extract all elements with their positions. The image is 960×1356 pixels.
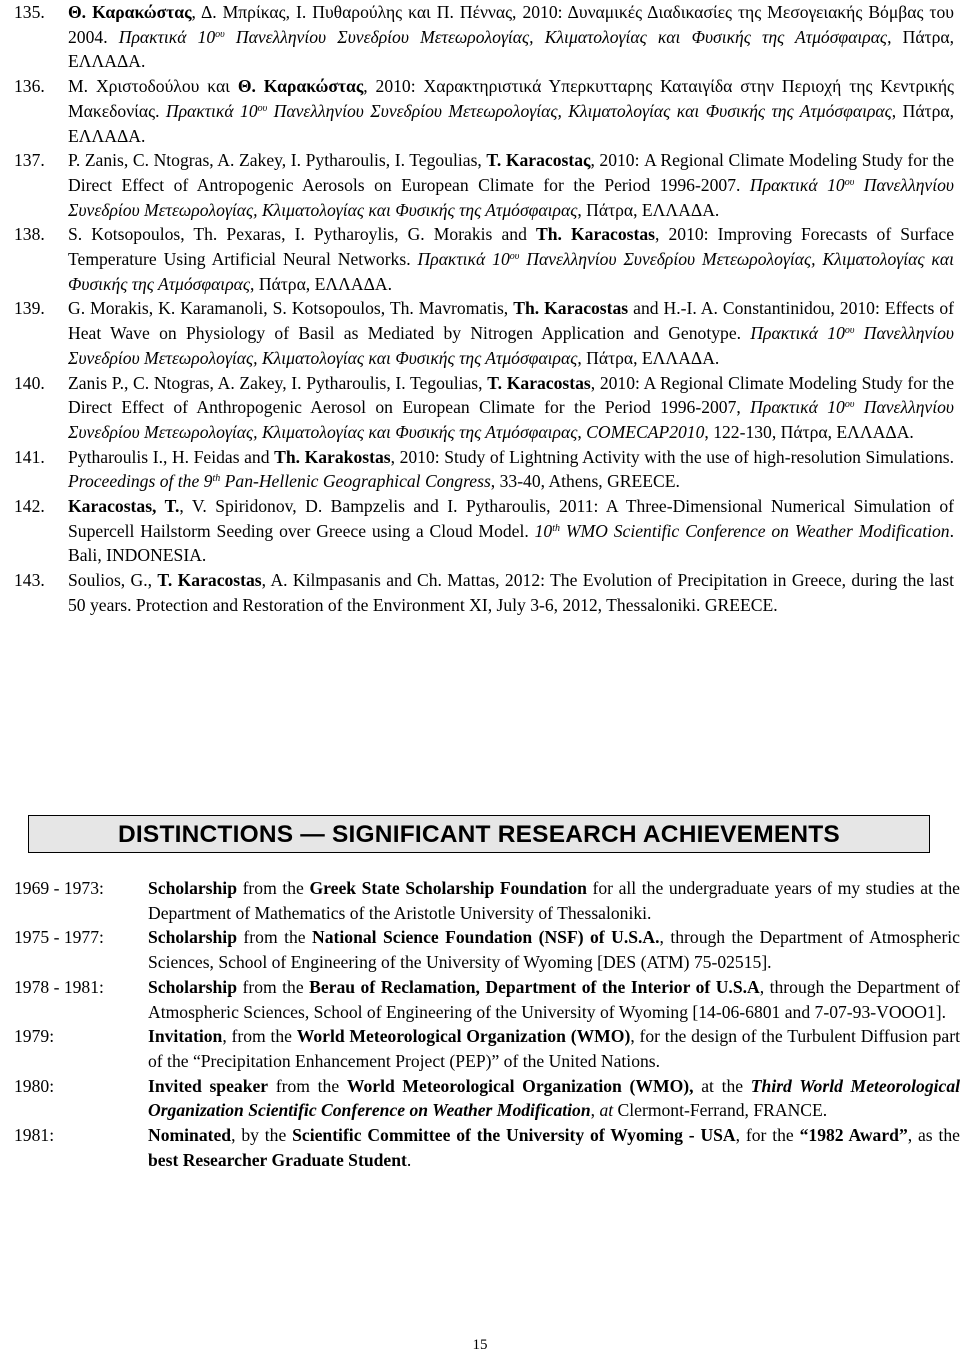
publication-number: 143. [14,570,45,591]
text-run: , for the design of the Turbulent Diffusion part of the “Precipitation Enhancement Project (PEP)” of the United Nations. [148,1026,960,1071]
text-run: , 2010: Improving Forecasts of Surface Temperature Using Artificial Neural Networks. [68,224,954,270]
text-run: COMECAP2010 [586,421,705,442]
distinction-description [148,977,960,1022]
text-run: ου [215,28,225,40]
text-run: for all the undergraduate years of my studies at the Department of Mathematics of the Aristotle University of Thessaloniki. [148,878,960,923]
publication-number: 139. [14,298,45,319]
distinctions-list [14,876,960,1172]
text-run: Karacostas, T. [68,496,180,517]
text-run: and H.-I. A. Constantinidou, 2010: Effects of Heat Wave on Physiology of Basil as Mediated by Nitrogen Application and Genotype. [68,298,954,344]
text-run: from the [268,1075,347,1096]
publication-entry [14,148,954,222]
distinction-years: 1975 - 1977: [14,927,104,948]
text-run: Πανελληνίου Συνεδρίου Μετεωρολογίας, Κλιματολογίας και Φυσικής της Ατμόσφαιρας [224,26,888,47]
text-run: th [552,522,560,534]
text-run: , 2010: A Regional Climate Modeling Study for the Direct Effect of Antropogenic Aerosols on European Climate for the Period 1996-2007. [68,150,954,195]
text-run: T. Karacostas [157,570,262,591]
distinction-entry [14,876,960,925]
text-run: . [406,1149,412,1170]
distinction-description [148,927,960,972]
text-run: ου [844,325,855,337]
text-run: , A. Kilmpasanis and Ch. Mattas, 2012: The Evolution of Precipitation in Greece, during the last 50 years. Protection and Restoration of the Environment XI, July 3-6, 2012, Thessaloniki. GREECE. [68,570,954,615]
distinction-description [148,1125,960,1170]
text-run: Πρακτικά 10 [118,26,216,47]
text-run: , from the [222,1026,297,1047]
text-run: Nominated [148,1125,232,1146]
text-run: Pytharoulis I., H. Feidas and [68,446,275,467]
publication-citation [68,298,954,367]
publication-number: 135. [14,2,45,22]
text-run: , Πάτρα, ΕΛΛΑΔΑ. [577,347,720,368]
publication-entry [14,371,954,445]
publication-citation [68,570,954,615]
text-run: , through the Department of Atmospheric Sciences, School of Engineering of the University of Wyoming [14-06-6801 and 7-07-93-VOOO1]. [148,976,960,1022]
text-run: Greek State Scholarship Foundation [309,878,587,898]
text-run: , 33-40, Athens, GREECE. [490,471,680,492]
section-heading-banner [28,815,930,853]
text-run: T. Karacostaς [486,150,591,171]
publication-entry [14,296,954,370]
distinction-entry [14,925,960,974]
text-run: Scholarship [148,927,237,948]
distinction-years: 1978 - 1981: [14,976,104,997]
publication-citation [68,76,954,145]
distinction-years: 1979: [14,1026,55,1047]
text-run: ου [844,176,855,188]
text-run: Th. Karakostas [274,446,391,467]
text-run: Πανελληνίου Συνεδρίου Μετεωρολογίας, Κλιματολογίας και Φυσικής της Ατμόσφαιρας [267,100,892,121]
publication-number: 138. [14,224,45,245]
text-run: , Πάτρα, ΕΛΛΑΔΑ. [68,26,955,72]
text-run: Invitation [148,1026,223,1047]
text-run: Θ. Καρακώστας [237,76,364,97]
text-run: , [590,1100,600,1121]
publication-citation [68,150,954,219]
text-run: , by the [231,1125,293,1146]
distinction-years: 1969 - 1973: [14,878,104,898]
text-run: “1982 Award” [799,1125,908,1146]
text-run: ου [257,102,268,114]
text-run: Πανελληνίου Συνεδρίου Μετεωρολογίας, Κλιματολογίας και Φυσικής της Ατμόσφαιρας [68,174,954,220]
text-run: G. Morakis, K. Karamanoli, S. Kotsopoulos, Th. Mavromatis, [68,298,514,319]
text-run: , Δ. Μπρίκας, Ι. Πυθαρούλης και Π. Πέννας, 2010: Δυναμικές Διαδικασίες της Μεσογειακής Βόμβας του 2004. [68,2,954,47]
publication-list [14,0,954,618]
text-run: Πρακτικά 10 [750,397,845,418]
publication-entry [14,74,954,148]
publication-entry [14,568,954,617]
text-run: at [599,1100,614,1121]
publication-citation [68,447,954,492]
text-run: Invited speaker [148,1075,269,1096]
text-run: , 122-130, Πάτρα, ΕΛΛΑΔΑ. [704,421,914,442]
publication-number: 141. [14,446,45,467]
publication-entry [14,0,954,74]
text-run: Soulios, G., [68,570,158,591]
text-run: Proceedings of the 9 [68,471,213,492]
publication-number: 136. [14,76,45,97]
text-run: Πρακτικά 10 [750,323,845,344]
text-run: WMO Scientific Conference on Weather Modification [560,520,950,541]
publication-citation [68,496,954,565]
text-run: Μ. Χριστοδούλου και [68,76,238,97]
text-run: Clermont-Ferrand, FRANCE. [613,1100,828,1121]
text-run: ου [509,251,520,263]
distinction-description [148,878,960,923]
distinction-years: 1981: [14,1125,55,1146]
text-run: , [577,421,587,442]
text-run: World Meteorological Organization (WMO) [296,1026,631,1047]
text-run: , through the Department of Atmospheric Sciences, School of Engineering of the University of Wyoming [DES (ATM) 75-02515]. [148,927,960,973]
text-run: Πανελληνίου Συνεδρίου Μετεωρολογίας, Κλιματολογίας και Φυσικής της Ατμόσφαιρας [68,397,955,442]
publication-number: 142. [14,496,45,517]
text-run: Θ. Καρακώστας [68,2,192,22]
publication-entry [14,222,954,296]
text-run: at the [693,1075,751,1096]
text-run: Pan-Hellenic Geographical Congress [220,471,491,492]
text-run: Scholarship [148,878,237,898]
publication-citation [68,224,954,293]
text-run: Th. Karacostas [535,224,656,245]
text-run: , for the [735,1125,800,1146]
text-run: th [212,473,221,485]
text-run: Zanis P., C. Ntogras, A. Zakey, I. Pytharoulis, I. Tegoulias, [68,372,488,393]
section-heading: DISTINCTIONS — SIGNIFICANT RESEARCH ACHIEVEMENTS [118,821,840,848]
text-run: . Bali, INDONESIA. [68,520,954,566]
text-run: P. Zanis, C. Ntogras, A. Zakey, I. Pytharoulis, I. Tegoulias, [68,150,487,171]
text-run: Πρακτικά 10 [417,249,510,270]
distinction-years: 1980: [14,1075,55,1096]
distinction-entry [14,1074,960,1123]
distinction-entry [14,1123,960,1172]
text-run: World Meteorological Organization (WMO), [346,1075,694,1096]
text-run: Scientific Committee of the University of Wyoming - USA [292,1125,736,1146]
text-run: Th. Karacostas [513,298,629,319]
distinction-description [148,1026,960,1071]
publication-number: 140. [14,372,45,393]
publication-entry [14,445,954,494]
text-run: T. Karacostas [487,372,591,393]
text-run: Πανελληνίου Συνεδρίου Μετεωρολογίας, Κλιματολογίας και Φυσικής της Ατμόσφαιρας [68,249,955,294]
text-run: from the [236,927,313,948]
text-run: best Researcher Graduate Student [148,1149,407,1170]
text-run: National Science Foundation (NSF) of U.S.A. [312,927,660,948]
text-run: , Πάτρα, ΕΛΛΑΔΑ. [577,199,720,220]
text-run: , Πάτρα, ΕΛΛΑΔΑ. [250,273,392,294]
publication-citation [68,373,954,442]
distinction-entry [14,975,960,1024]
text-run: , V. Spiridonov, D. Bampzelis and I. Pytharoulis, 2011: A Three-Dimensional Numerical Simulation of Supercell Hailstorm Seeding over Greece using a Cloud Model. [68,496,954,541]
text-run: S. Kotsopoulos, Th. Pexaras, I. Pytharoylis, G. Morakis and [68,224,536,245]
publication-entry [14,494,954,568]
text-run: Πανελληνίου Συνεδρίου Μετεωρολογίας, Κλιματολογίας και Φυσικής της Ατμόσφαιρας [68,323,954,368]
text-run: from the [236,976,310,997]
text-run: Berau of Reclamation, Department of the Interior of U.S.A [309,976,760,997]
text-run: from the [236,878,310,898]
text-run: 10 [534,520,553,541]
text-run: Third World Meteorological Organization Scientific Conference on Weather Modification [148,1075,960,1121]
text-run: , Πάτρα, ΕΛΛΑΔΑ. [68,100,955,146]
text-run: Πρακτικά 10 [165,100,258,121]
text-run: Πρακτικά 10 [749,174,845,195]
text-run: Scholarship [148,976,237,997]
distinction-description [148,1076,960,1121]
text-run: ου [844,399,855,411]
text-run: , 2010: A Regional Climate Modeling Study for the Direct Effect of Anthropogenic Aerosol on European Climate for the Period 1996-2007, [68,372,955,418]
text-run: , 2010: Study of Lightning Activity with the use of high-resolution Simulations. [390,446,954,467]
text-run: , 2010: Χαρακτηριστικά Υπερκυτταρης Καταιγίδα στην Περιοχή της Κεντρικής Μακεδονίας. [68,76,954,121]
publication-number: 137. [14,150,45,171]
page-number: 15 [472,1337,488,1353]
publication-citation [68,2,954,71]
text-run: , as the [907,1125,960,1146]
distinction-entry [14,1024,960,1073]
